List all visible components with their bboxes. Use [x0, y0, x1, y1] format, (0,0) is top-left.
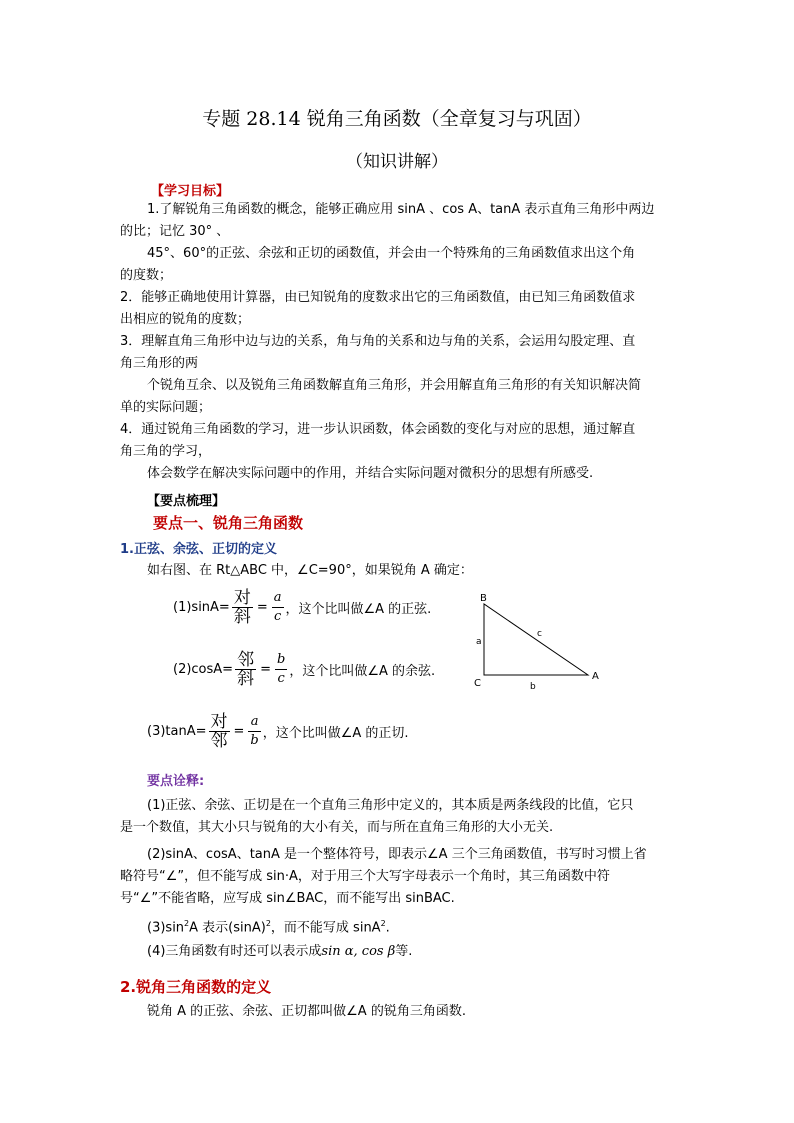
objective-line: 个锐角互余、以及锐角三角函数解直角三角形，并会用解直角三角形的有关知识解决简 [147, 378, 642, 393]
objective-line: 角三角的学习， [120, 444, 212, 459]
cos-num-word: 邻 [237, 650, 255, 670]
tan-den-var: b [250, 733, 259, 748]
note-title: 要点诠释: [147, 774, 205, 789]
note-line: 号“∠”不能省略，应写成 sin∠BAC，而不能写出 sinBAC. [120, 891, 455, 906]
sin-cos-formula: sin α, cos β [321, 944, 396, 959]
intro-text: 如右图、在 Rt△ABC 中，∠C=90°，如果锐角 A 确定： [147, 563, 473, 578]
objectives-heading: 【学习目标】 [151, 184, 230, 199]
note-3: $(3)\sin^2A$ 表示$(\sin A)^2$，而不能写成 sinA$^2$. [147, 919, 390, 936]
triangle-shape [484, 604, 588, 675]
cos-label: (2)cosA= [173, 662, 234, 677]
key-points-heading: 【要点梳理】 [147, 494, 226, 509]
objective-line: 的度数； [120, 268, 173, 283]
cos-den-var: c [277, 671, 285, 686]
tan-tail: ，这个比叫做∠A 的正切. [262, 726, 409, 741]
objective-line: 体会数学在解决实际问题中的作用，并结合实际问题对微积分的思想有所感受. [147, 466, 594, 481]
sin-num-var: a [272, 589, 284, 608]
tan-num-var: a [248, 713, 260, 732]
sin-den-var: c [273, 609, 282, 624]
note-line: (1)正弦、余弦、正切是在一个直角三角形中定义的，其本质是两条线段的比值，它只 [147, 798, 634, 813]
objective-line: 3．理解直角三角形中边与边的关系，角与角的关系和边与角的关系，会运用勾股定理、直 [120, 334, 636, 349]
objective-line: 出相应的锐角的度数； [120, 312, 251, 327]
sin-den-word: 斜 [233, 607, 251, 627]
point1-title: 要点一、锐角三角函数 [153, 514, 304, 532]
side-b-label: b [530, 682, 536, 692]
tan-num-word: 对 [210, 712, 228, 732]
cos-den-word: 斜 [237, 669, 255, 689]
cos-formula: (2)cosA= $\frac{\text{邻}}{\text{斜}}$ = $\frac{b}{c}$ ，这个比叫做∠A 的余弦. [173, 650, 436, 689]
note-line: 是一个数值，其大小只与锐角的大小有关，而与所在直角三角形的大小无关. [120, 820, 554, 835]
sin-num-word: 对 [233, 588, 251, 608]
tan-den-word: 邻 [210, 731, 228, 751]
vertex-b-label: B [480, 593, 487, 604]
objective-line: 4．通过锐角三角函数的学习，进一步认识函数，体会函数的变化与对应的思想，通过解直 [120, 422, 636, 437]
vertex-a-label: A [592, 671, 599, 682]
cos-num-var: b [275, 651, 287, 670]
sub1-title: 1.正弦、余弦、正切的定义 [120, 542, 277, 557]
note-4: (4)三角函数有时还可以表示成sin α, cos β等. [147, 944, 413, 959]
sub2-title: 2.锐角三角函数的定义 [120, 978, 272, 996]
vertex-c-label: C [474, 678, 481, 689]
objective-line: 单的实际问题； [120, 400, 212, 415]
objective-line: 45°、60°的正弦、余弦和正切的函数值，并会由一个特殊角的三角函数值求出这个角 [147, 246, 636, 261]
page-subtitle: （知识讲解） [346, 152, 448, 172]
objective-line: 2．能够正确地使用计算器，由已知锐角的度数求出它的三角函数值，由已知三角函数值求 [120, 290, 636, 305]
objective-line: 的比；记忆 30° 、 [120, 224, 230, 239]
objective-line: 角三角形的两 [120, 356, 199, 371]
tan-formula: (3)tanA= $\frac{\text{对}}{\text{邻}}$ = $\frac{a}{b}$ ，这个比叫做∠A 的正切. [147, 712, 409, 751]
note-line: 略符号“∠”，但不能写成 sin·A，对于用三个大写字母表示一个角时，其三角函数中符 [120, 869, 610, 884]
side-a-label: a [476, 637, 482, 647]
right-triangle-diagram [468, 588, 608, 698]
cos-tail: ，这个比叫做∠A 的余弦. [289, 664, 436, 679]
sub2-text: 锐角 A 的正弦、余弦、正切都叫做∠A 的锐角三角函数. [147, 1004, 466, 1019]
note-line: (2)sinA、cosA、tanA 是一个整体符号，即表示∠A 三个三角函数值，书写时习惯上省 [147, 847, 647, 862]
sin-formula: (1)sinA= $\frac{\text{对}}{\text{斜}}$ = $\frac{a}{c}$ ，这个比叫做∠A 的正弦. [173, 588, 432, 627]
sin-tail: ，这个比叫做∠A 的正弦. [285, 602, 432, 617]
page-title: 专题 28.14 锐角三角函数（全章复习与巩固） [202, 108, 592, 130]
side-c-label: c [537, 629, 542, 639]
tan-label: (3)tanA= [147, 724, 207, 739]
objective-line: 1.了解锐角三角函数的概念，能够正确应用 sinA 、cos A、tanA 表示直角三角形中两边 [147, 202, 655, 217]
sin-label: (1)sinA= [173, 600, 230, 615]
